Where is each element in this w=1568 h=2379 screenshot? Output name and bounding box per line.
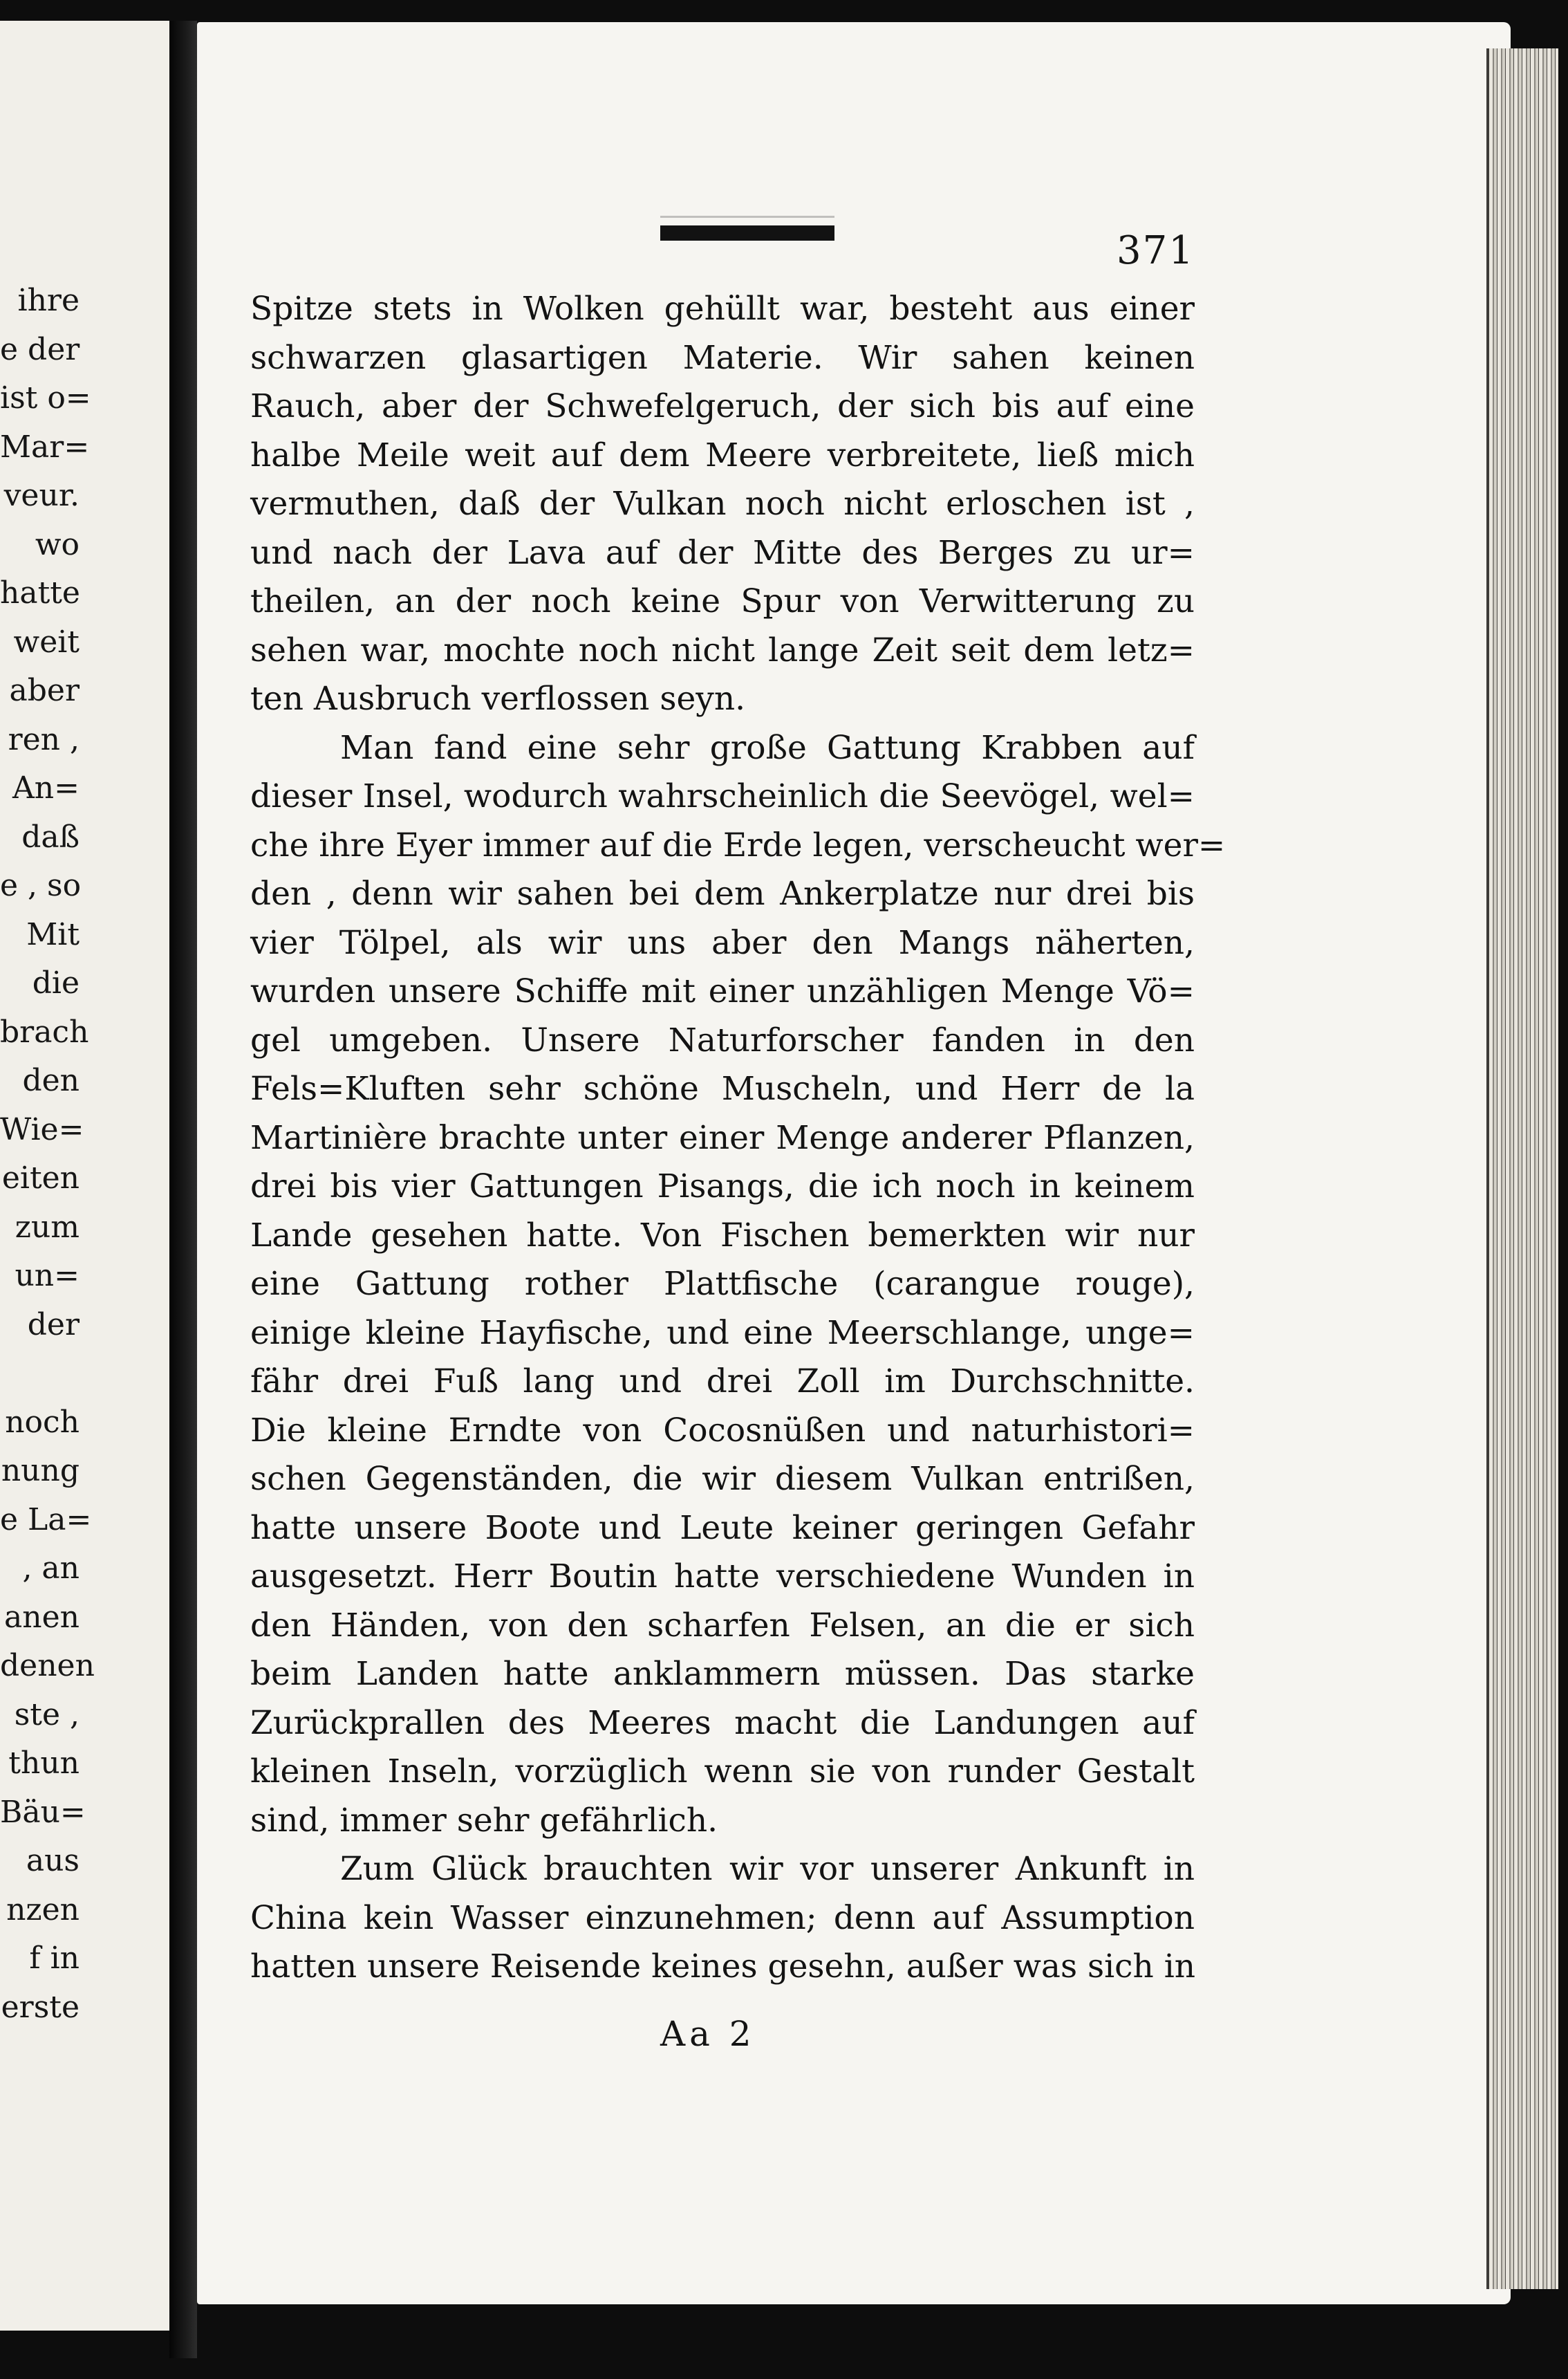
text-line: China kein Wasser einzunehmen; denn auf Assumption (250, 1898, 1195, 1937)
page-number: 371 (1117, 228, 1195, 273)
left-page-fragment: den (22, 1063, 80, 1098)
left-page-fragment: brach (0, 1014, 89, 1050)
left-page-fragment: aber (9, 673, 80, 708)
text-line: eine Gattung rother Plattfische (carangue rouge), (250, 1265, 1195, 1303)
text-line: den Händen, von den scharfen Felsen, an die er sich (250, 1606, 1195, 1645)
text-line: vermuthen, daß der Vulkan noch nicht erloschen ist , (250, 485, 1195, 523)
text-line: beim Landen hatte anklammern müssen. Das starke (250, 1655, 1195, 1693)
left-page-fragment: noch (5, 1404, 80, 1440)
left-page-fragment: Mit (26, 916, 80, 952)
left-page-fragment: wo (35, 526, 80, 562)
text-line: Lande gesehen hatte. Von Fischen bemerkten wir nur (250, 1216, 1195, 1255)
text-line: vier Tölpel, als wir uns aber den Mangs näherten, (250, 923, 1195, 962)
text-line: Rauch, aber der Schwefelgeruch, der sich bis auf eine (250, 387, 1195, 425)
text-line: Man fand eine sehr große Gattung Krabben auf (340, 728, 1195, 767)
left-page-fragment: der (27, 1306, 80, 1342)
left-page-fragment: nzen (6, 1891, 80, 1927)
text-line: einige kleine Hayfische, und eine Meerschlange, unge= (250, 1313, 1195, 1352)
left-page-fragment: ihre (17, 283, 80, 318)
book-gutter (169, 21, 197, 2358)
text-line: den , denn wir sahen bei dem Ankerplatze nur drei bis (250, 875, 1195, 913)
text-line: und nach der Lava auf der Mitte des Berges zu ur= (250, 533, 1195, 572)
text-line: ten Ausbruch verflossen seyn. (250, 680, 746, 718)
left-facing-page (0, 21, 174, 2331)
left-page-fragment: anen (4, 1599, 80, 1635)
left-page-fragment: eiten (1, 1160, 80, 1196)
text-line: hatte unsere Boote und Leute keiner geringen Gefahr (250, 1508, 1195, 1547)
text-line: gel umgeben. Unsere Naturforscher fanden in den (250, 1021, 1195, 1059)
left-page-fragment: , an (22, 1550, 80, 1586)
left-page-fragment: Wie= (0, 1111, 84, 1147)
signature-mark: Aa 2 (660, 2014, 756, 2054)
text-line: ausgesetzt. Herr Boutin hatte verschiedene Wunden in (250, 1557, 1195, 1595)
left-page-fragment: weit (13, 624, 80, 660)
left-page-fragment: Mar= (0, 429, 90, 465)
left-page-fragment: erste (1, 1989, 80, 2025)
left-page-fragment: ste , (14, 1696, 80, 1732)
body-text (250, 285, 1226, 1992)
text-line: wurden unsere Schiffe mit einer unzähligen Menge Vö= (250, 972, 1195, 1010)
text-line: drei bis vier Gattungen Pisangs, die ich noch in keinem (250, 1167, 1195, 1205)
left-page-fragment: veur. (3, 478, 80, 513)
text-line: hatten unsere Reisende keines gesehn, außer was sich in (250, 1947, 1195, 1985)
text-line: Zurückprallen des Meeres macht die Landungen auf (250, 1703, 1195, 1742)
text-line: halbe Meile weit auf dem Meere verbreitete, ließ mich (250, 436, 1195, 474)
text-line: sehen war, mochte noch nicht lange Zeit seit dem letz= (250, 631, 1195, 669)
left-page-fragment: An= (12, 770, 80, 806)
left-page-fragment: thun (8, 1746, 80, 1781)
left-page-fragment: e der (0, 331, 80, 367)
left-page-text-fragments (0, 277, 169, 2032)
left-page-fragment: nung (1, 1453, 80, 1488)
text-line: dieser Insel, wodurch wahrscheinlich die Seevögel, wel= (250, 777, 1195, 815)
text-line: schwarzen glasartigen Materie. Wir sahen keinen (250, 338, 1195, 377)
text-line: schen Gegenständen, die wir diesem Vulkan entrißen, (250, 1460, 1195, 1498)
text-line: Zum Glück brauchten wir vor unserer Ankunft in (340, 1850, 1195, 1888)
text-line: Spitze stets in Wolken gehüllt war, besteht aus einer (250, 290, 1195, 328)
left-page-fragment: e , so (0, 868, 82, 903)
text-line: kleinen Inseln, vorzüglich wenn sie von runder Gestalt (250, 1752, 1195, 1790)
left-page-fragment: Bäu= (0, 1794, 86, 1830)
left-page-fragment: zum (15, 1209, 80, 1245)
left-page-fragment: ren , (8, 721, 80, 757)
left-page-fragment: daß (21, 819, 80, 855)
text-line: theilen, an der noch keine Spur von Verwitterung zu (250, 582, 1195, 620)
left-page-fragment: hatte (0, 575, 80, 611)
left-page-fragment: aus (26, 1843, 80, 1878)
text-line: sind, immer sehr gefährlich. (250, 1801, 718, 1840)
text-line: Martinière brachte unter einer Menge anderer Pflanzen, (250, 1118, 1195, 1157)
page-edge-stack (1486, 48, 1558, 2289)
text-line: che ihre Eyer immer auf die Erde legen, verscheucht wer= (250, 826, 1226, 864)
text-line: fähr drei Fuß lang und drei Zoll im Durchschnitte. (250, 1362, 1195, 1400)
left-page-fragment (0, 1349, 169, 1398)
left-page-fragment: denen (0, 1648, 95, 1683)
text-line: Fels=Kluften sehr schöne Muscheln, und Herr de la (250, 1070, 1195, 1108)
text-line: Die kleine Erndte von Cocosnüßen und naturhistori= (250, 1411, 1195, 1450)
left-page-fragment: e La= (0, 1501, 92, 1537)
left-page-fragment: f in (29, 1941, 80, 1976)
left-page-fragment: die (32, 965, 80, 1001)
left-page-fragment: ist o= (0, 380, 91, 416)
header-rule (660, 225, 834, 241)
left-page-fragment: un= (15, 1258, 80, 1293)
